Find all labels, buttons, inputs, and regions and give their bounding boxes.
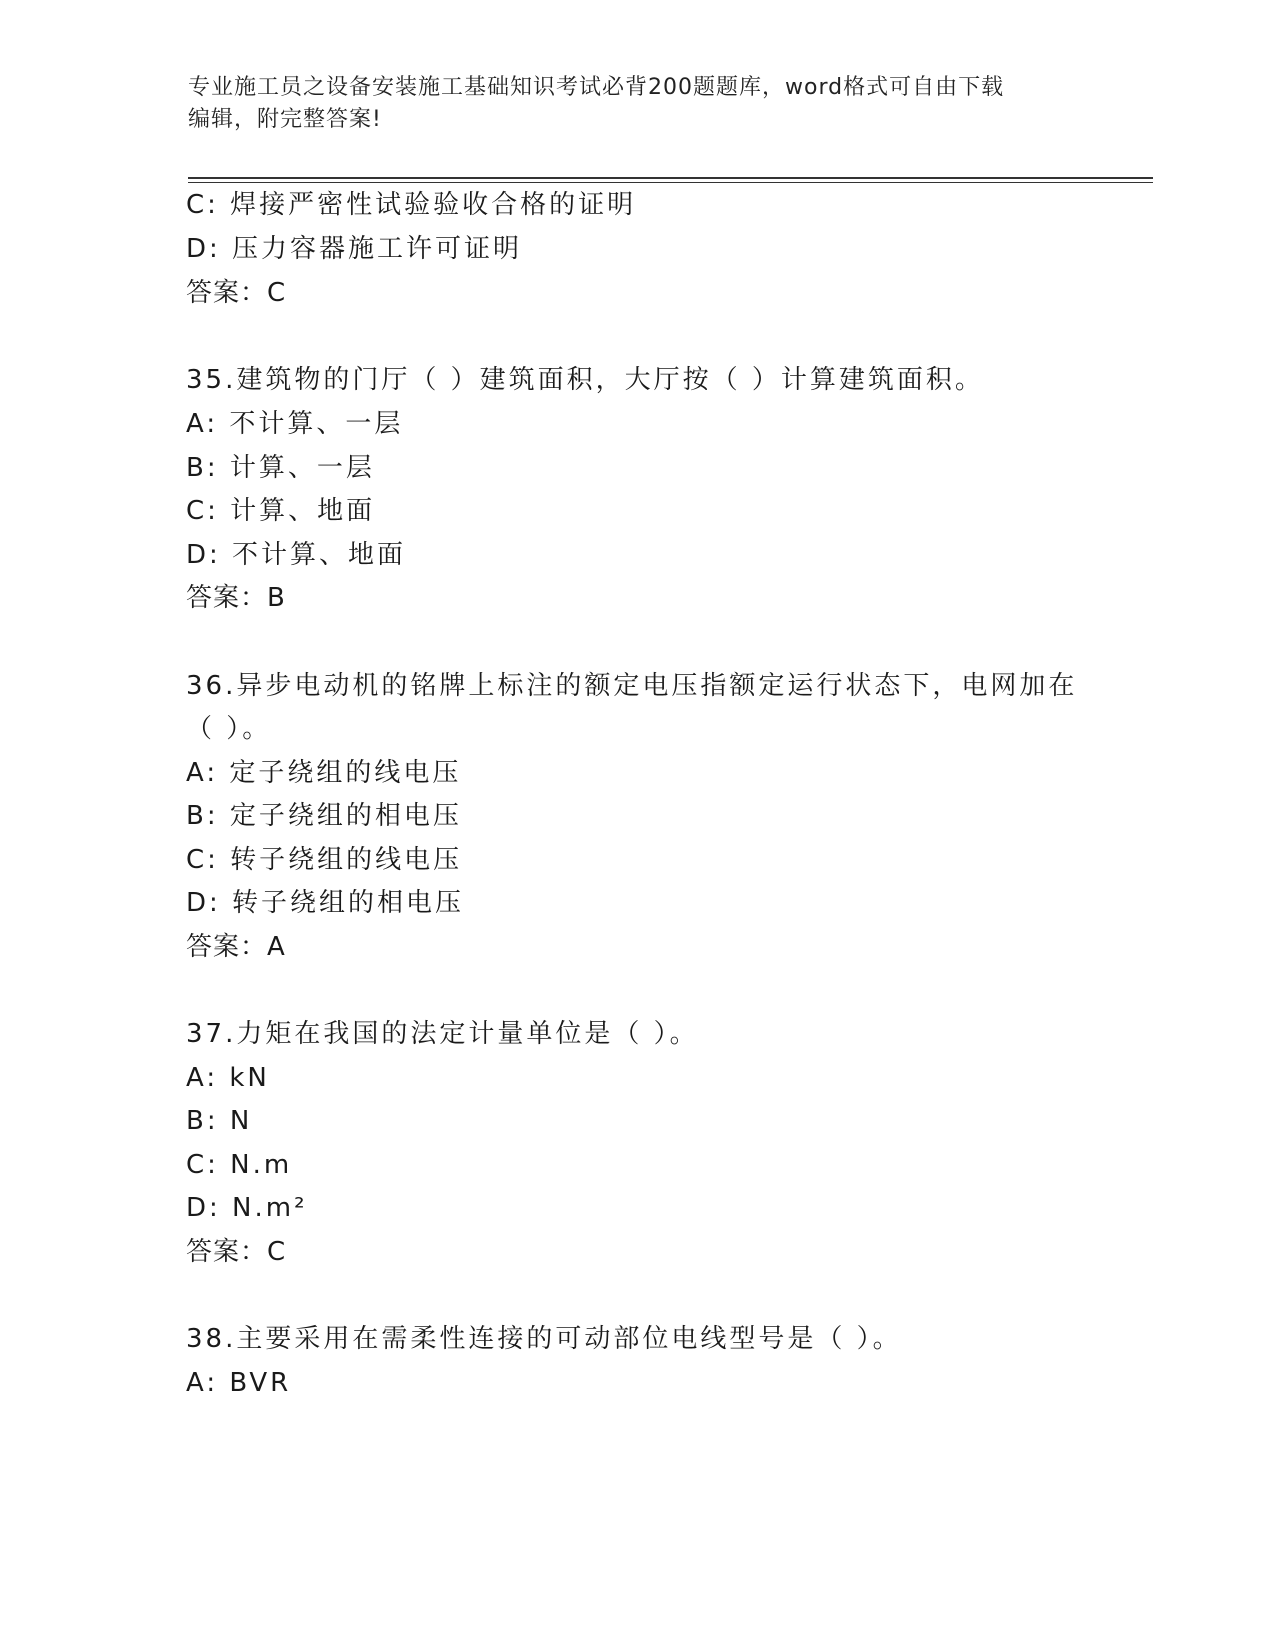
q37-stem: 37.力矩在我国的法定计量单位是（ ）。 [186,1019,699,1049]
q35-answer: 答案：B [186,583,286,613]
q34-answer: 答案：C [186,278,287,308]
q37-answer: 答案：C [186,1237,287,1267]
q36-stem-line-1: 36.异步电动机的铭牌上标注的额定电压指额定运行状态下，电网加在 [186,671,1078,701]
q38-stem: 38.主要采用在需柔性连接的可动部位电线型号是（ ）。 [186,1324,902,1354]
q38-option-a: A: BVR [186,1368,292,1398]
q36-option-a: A: 定子绕组的线电压 [186,758,462,788]
q37-option-b: B: N [186,1106,253,1136]
q35-stem: 35.建筑物的门厅（ ）建筑面积，大厅按（ ）计算建筑面积。 [186,365,984,395]
header-title-line-1: 专业施工员之设备安装施工基础知识考试必背200题题库，word格式可自由下载 [188,75,1005,100]
header-rule-thick [188,177,1153,179]
q35-option-c: C: 计算、地面 [186,496,376,526]
q36-option-b: B: 定子绕组的相电压 [186,801,462,831]
q34-option-d: D: 压力容器施工许可证明 [186,234,523,264]
q34-option-c: C: 焊接严密性试验验收合格的证明 [186,190,637,220]
q36-stem-line-2: （ ）。 [186,714,272,744]
q36-option-c: C: 转子绕组的线电压 [186,845,463,875]
q37-option-c: C: N.m [186,1150,293,1180]
q35-option-b: B: 计算、一层 [186,453,375,483]
q37-option-d: D: N.m² [186,1193,308,1223]
document-header [188,72,1088,136]
q35-option-d: D: 不计算、地面 [186,540,407,570]
header-title-line-2: 编辑，附完整答案! [188,107,382,132]
q35-option-a: A: 不计算、一层 [186,409,404,439]
q37-option-a: A: kN [186,1063,270,1093]
header-rule-thin [188,182,1153,183]
q36-option-d: D: 转子绕组的相电压 [186,888,465,918]
q36-answer: 答案：A [186,932,286,962]
